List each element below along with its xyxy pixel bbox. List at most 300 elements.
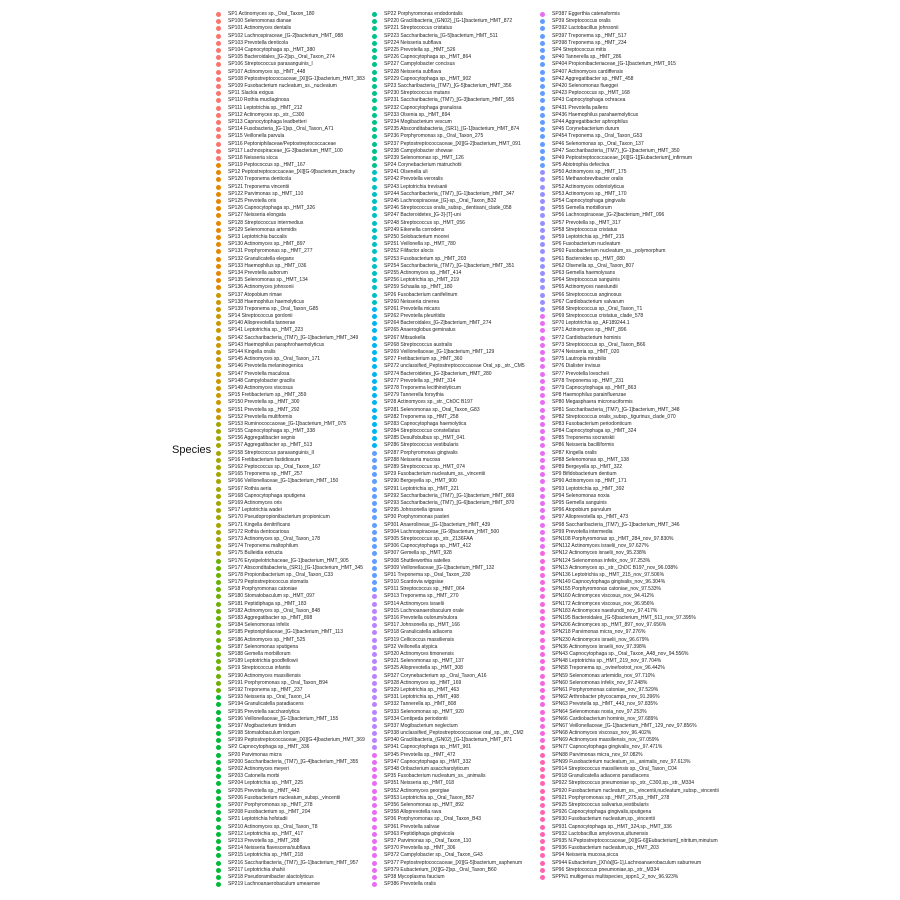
legend-entry [540, 191, 626, 198]
legend-entry [540, 119, 628, 126]
legend-label: SP137 Atopobium rimae [228, 291, 282, 298]
legend-label: SP143 Haemophilus paraphrohaemolyticus [228, 341, 325, 348]
legend-entry [216, 629, 343, 636]
legend-key [216, 710, 221, 715]
legend-label: SP140 Alloprevotella tannerae [228, 320, 296, 327]
legend-key [540, 616, 545, 621]
legend-label: SP83 Fusobacterium periodonticum [552, 420, 632, 427]
legend-entry [216, 493, 305, 500]
legend-label: SP42 Aggregatibacter sp._HMT_458 [552, 75, 634, 82]
legend-entry [216, 83, 337, 90]
legend-label: SP325 Alloprevotella sp._HMT_308 [384, 665, 463, 672]
legend-entry [372, 349, 494, 356]
legend-entry [216, 802, 313, 809]
legend-key [372, 681, 377, 686]
legend-key [372, 386, 377, 391]
legend-entry [540, 457, 629, 464]
legend-key [540, 839, 545, 844]
legend-key [372, 803, 377, 808]
legend-key [540, 796, 545, 801]
legend-key [216, 767, 221, 772]
legend-entry [216, 874, 314, 881]
legend-entry [540, 651, 689, 658]
legend-entry [540, 500, 607, 507]
legend-key [372, 192, 377, 197]
legend-key [540, 508, 545, 513]
legend-label: SP141 Leptotrichia sp._HMT_223 [228, 327, 304, 334]
legend-entry [540, 788, 719, 795]
legend-label: SP62 Olsenella sp._Oral_Taxon_807 [552, 262, 634, 269]
legend-label: SP110 Rothia mucilaginosa [228, 97, 290, 104]
legend-label: SP205 Prevotella sp._HMT_443 [228, 787, 300, 794]
legend-key [540, 753, 545, 758]
legend-entry [540, 133, 642, 140]
legend-label: SPPN1 multigenus multispecies_sppn1_2_nov_96.923% [552, 873, 679, 880]
legend-label: SP148 Campylobacter gracilis [228, 377, 295, 384]
legend-key [216, 630, 221, 635]
legend-key [540, 264, 545, 269]
legend-key [216, 84, 221, 89]
legend-entry [540, 831, 648, 838]
legend-key [372, 832, 377, 837]
legend-label: SP121 Treponema vincentii [228, 183, 290, 190]
legend-label: SP329 Leptotrichia sp._HMT_463 [384, 686, 460, 693]
legend-key [372, 199, 377, 204]
legend-key [540, 688, 545, 693]
legend-key [540, 587, 545, 592]
legend-entry [216, 838, 299, 845]
legend-entry [540, 148, 680, 155]
legend-key [216, 12, 221, 17]
legend-entry [372, 694, 459, 701]
legend-key [372, 724, 377, 729]
legend-entry [372, 399, 473, 406]
legend-label: SP203 Catonella morbi [228, 773, 280, 780]
legend-label: SP182 Actinomyces sp._Oral_Taxon_848 [228, 607, 320, 614]
legend-entry [372, 54, 471, 61]
legend-entry [372, 816, 481, 823]
legend-entry [372, 759, 471, 766]
legend-entry [372, 385, 461, 392]
legend-entry [540, 176, 623, 183]
legend-key [372, 630, 377, 635]
legend-key [540, 113, 545, 118]
legend-entry [540, 263, 634, 270]
legend-entry [540, 550, 646, 557]
legend-entry [540, 816, 655, 823]
legend-label: SP189 Leptotrichia goodfellowii [228, 658, 298, 665]
legend-label: SP306 Capnocytophaga sp._HMT_412 [384, 543, 472, 550]
legend-key [216, 307, 221, 312]
legend-label: SPN155 Porphyromonas catoniae_nov_97.533% [552, 586, 661, 593]
legend-entry [372, 809, 441, 816]
legend-key [372, 134, 377, 139]
legend-entry [372, 69, 441, 76]
legend-label: SP107 Actinomyces sp._HMT_448 [228, 68, 306, 75]
legend-key [216, 688, 221, 693]
legend-entry [372, 435, 465, 442]
legend-key [372, 235, 377, 240]
legend-key [540, 861, 545, 866]
legend-key [372, 523, 377, 528]
legend-entry [372, 608, 464, 615]
legend-entry [372, 838, 471, 845]
legend-key [372, 451, 377, 456]
legend-entry [372, 191, 514, 198]
legend-label: SP239 Selenomonas sp._HMT_126 [384, 154, 464, 161]
legend-label: SP44 Aggregatibacter aphrophilus [552, 118, 628, 125]
legend-entry [216, 716, 338, 723]
legend-entry [372, 823, 440, 830]
legend-label: SP17 Leptotrichia wadei [228, 507, 282, 514]
legend-label: SP73 Streptococcus sp._Oral_Taxon_B66 [552, 341, 646, 348]
legend-label: SP404 Propionibacteriaceae_[G-1]bacterium_HMT_915 [552, 61, 676, 68]
legend-label: SP227 Campylobacter concisus [384, 61, 455, 68]
legend-entry [540, 723, 697, 730]
legend-entry [540, 601, 654, 608]
legend-key [372, 623, 377, 628]
legend-key [540, 422, 545, 427]
legend-label: SPN62 Arthrobacter phycocampa_nov_91.396% [552, 694, 660, 701]
legend-key [540, 249, 545, 254]
legend-entry [216, 306, 318, 313]
legend-label: SP936 Fusobacterium nucleatum,sp._HMT_203 [552, 845, 659, 852]
legend-label: SP398 Treponema sp._HMT_234 [552, 39, 627, 46]
legend-entry [372, 291, 457, 298]
legend-entry [216, 536, 320, 543]
legend-label: SP179 Peptostreptococcus stomatis [228, 579, 309, 586]
legend-entry [540, 349, 619, 356]
legend-label: SP387 Eggerthia catenaformis [552, 11, 620, 18]
legend-entry [372, 701, 456, 708]
legend-key [372, 587, 377, 592]
legend-entry [372, 529, 499, 536]
legend-label: SP142 Saccharibacteria_(TM7)_[G-1]bacterium_HMT_349 [228, 334, 359, 341]
legend-key [540, 271, 545, 276]
legend-entry [372, 507, 443, 514]
legend-label: SP229 Capnocytophaga sp._HMT_902 [384, 75, 472, 82]
legend-key [372, 688, 377, 693]
legend-label: SP341 Capnocytophaga sp._HMT_901 [384, 744, 472, 751]
legend-entry [216, 687, 303, 694]
legend-key [540, 810, 545, 815]
legend-key [372, 674, 377, 679]
legend-key [216, 228, 221, 233]
legend-key [216, 587, 221, 592]
legend-entry [372, 155, 464, 162]
legend-key [216, 551, 221, 556]
legend-key [372, 328, 377, 333]
legend-label: SP225 Prevotella sp._HMT_526 [384, 47, 456, 54]
legend-entry [540, 212, 664, 219]
legend-entry [216, 464, 321, 471]
legend-label: SPN69 Actinomyces massiliensis_nov_97.059% [552, 737, 659, 744]
legend-label: SP79 Capnocytophaga sp._HMT_863 [552, 384, 637, 391]
legend-entry [540, 658, 661, 665]
legend-key [216, 41, 221, 46]
legend-entry [540, 140, 644, 147]
legend-key [540, 314, 545, 319]
legend-entry [540, 284, 618, 291]
legend-entry [372, 716, 448, 723]
legend-entry [540, 155, 692, 162]
legend-label: SP5 Abiotrophia defectiva [552, 162, 610, 169]
legend-label: SP32 Veillonella atypica [384, 643, 438, 650]
legend-entry [216, 349, 276, 356]
legend-label: SP6 Fusobacterium nucleatum [552, 241, 621, 248]
legend-label: SP340 Gracilibacteria_(GN02)_[G-1]bacterium_HMT_871 [384, 737, 513, 744]
legend-label: SP931 Capnocytophaga sp._HMT_324,sp._HMT_336 [552, 823, 672, 830]
legend-entry [216, 867, 285, 874]
legend-label: SP200 Saccharibacteria_(TM7)_[G-4]bacterium_HMT_355 [228, 758, 359, 765]
legend-entry [540, 802, 649, 809]
legend-entry [372, 766, 469, 773]
legend-entry [216, 450, 314, 457]
legend-entry [216, 299, 304, 306]
legend-label: SPN218 Parvimonas micra_nov_97.276% [552, 629, 646, 636]
legend-label: SP918 Granulicatella adiacens paradiacens [552, 773, 650, 780]
legend-label: SPN195 Bacteroidales_[G-5]bacterium_HMT_511_nov_97.395% [552, 615, 696, 622]
legend-label: SP316 Prevotella oulorum/oulora [384, 615, 458, 622]
legend-label: SP152 Prevotella multiformis [228, 413, 293, 420]
legend-entry [540, 18, 611, 25]
legend-entry [540, 579, 665, 586]
legend-entry [372, 874, 445, 881]
legend-entry [372, 687, 459, 694]
legend-entry [216, 414, 292, 421]
legend-label: SP249 Eikenella corrodens [384, 226, 445, 233]
legend-label: SP199 Peptostreptococcaceae_[XI][G-4]bacterium_HMT_369 [228, 737, 365, 744]
legend-key [372, 343, 377, 348]
legend-entry [216, 378, 295, 385]
legend-entry [216, 335, 358, 342]
legend-entry [372, 493, 514, 500]
legend-key [372, 594, 377, 599]
legend-label: SP216 Saccharibacteria_(TM7)_[G-1]bacterium_HMT_957 [228, 859, 359, 866]
legend-key [216, 271, 221, 276]
legend-key [372, 170, 377, 175]
legend-label: SP96 Atopobium parvulum [552, 507, 612, 514]
legend-label: SP144 Kingella oralis [228, 349, 276, 356]
legend-entry [372, 112, 450, 119]
legend-key [372, 242, 377, 247]
legend-key [540, 98, 545, 103]
legend-key [540, 559, 545, 564]
legend-entry [216, 220, 303, 227]
legend-entry [540, 54, 621, 61]
legend-entry [372, 593, 459, 600]
legend-entry [372, 104, 462, 111]
legend-key [540, 328, 545, 333]
legend-label: SP36 Porphyromonas sp._Oral_Taxon_B43 [384, 816, 482, 823]
legend-key [540, 825, 545, 830]
legend-key [540, 170, 545, 175]
legend-entry [372, 665, 463, 672]
legend-entry [540, 672, 655, 679]
legend-entry [216, 744, 309, 751]
legend-entry [216, 76, 365, 83]
legend-label: SP198 Stomatobaculum longum [228, 730, 300, 737]
legend-key [372, 77, 377, 82]
legend-label: SP272 unclassified_Peptostreptococcaceae Oral_sp._str._CM5 [384, 363, 525, 370]
legend-entry [372, 557, 450, 564]
legend-label: SP231 Saccharibacteria_(TM7)_[G-3]bacterium_HMT_955 [384, 97, 515, 104]
legend-key [540, 817, 545, 822]
legend-entry [216, 852, 303, 859]
legend-key [372, 796, 377, 801]
legend-entry [540, 270, 615, 277]
legend-entry [540, 299, 624, 306]
legend-key [372, 853, 377, 858]
legend-key [372, 185, 377, 190]
legend-entry [372, 263, 514, 270]
legend-key [372, 321, 377, 326]
legend-key [372, 573, 377, 578]
legend-label: SP295 Johnsonella ignava [384, 507, 444, 514]
legend-entry [216, 198, 276, 205]
legend-label: SP1 Actinomyces sp._Oral_Taxon_180 [228, 11, 315, 18]
legend-entry [216, 521, 290, 528]
legend-key [216, 149, 221, 154]
legend-key [540, 379, 545, 384]
legend-label: SPN36 Actinomyces israelii_nov_97.398% [552, 643, 647, 650]
legend-key [540, 127, 545, 132]
legend-key [372, 616, 377, 621]
legend-key [540, 623, 545, 628]
legend-entry [372, 371, 492, 378]
legend-entry [372, 162, 462, 169]
legend-label: SP23 Saccharibacteria_(TM7)_[G-5]bacterium_HMT_356 [384, 82, 512, 89]
legend-label: SP115 Veillonella parvula [228, 133, 285, 140]
legend-entry [540, 11, 620, 18]
legend-entry [216, 363, 303, 370]
legend-label: SPN160 Actinomyces viscosus_nov_94.412% [552, 593, 655, 600]
legend-entry [540, 378, 624, 385]
legend-key [540, 472, 545, 477]
legend-entry [372, 601, 444, 608]
legend-label: SP90 Actinomyces sp._HMT_171 [552, 478, 627, 485]
legend-key [216, 861, 221, 866]
legend-label: SPN63 Prevotella sp._HMT_443_nov_97.835% [552, 701, 658, 708]
legend-entry [540, 428, 636, 435]
legend-label: SP454 Treponema sp._Oral_Taxon_G53 [552, 133, 643, 140]
legend-label: SP287 Porphyromonas gingivalis [384, 449, 458, 456]
legend-label: SP169 Actinomyces oris [228, 500, 282, 506]
legend-key [372, 293, 377, 298]
legend-entry [540, 277, 620, 284]
legend-entry [216, 809, 310, 816]
legend-key [540, 760, 545, 765]
legend-key [372, 530, 377, 535]
legend-label: SP233 Olsenia sp._HMT_894 [384, 111, 451, 118]
legend-entry [540, 342, 645, 349]
legend-entry [540, 716, 658, 723]
legend-label: SP307 Gemella sp._HMT_928 [384, 550, 452, 557]
legend-key [216, 580, 221, 585]
legend-label: SP16 Fretibacterium fastidiosum [228, 456, 301, 463]
legend-label: SP261 Prevotella micans [384, 305, 440, 312]
legend-key [540, 185, 545, 190]
legend-label: SP195 Prevotella saccharolytica [228, 708, 300, 715]
legend-label: SP102 Lachnospiraceae_[G-2]bacterium_HMT_088 [228, 32, 344, 39]
legend-key [372, 501, 377, 506]
legend-label: SP71 Actinomyces sp._HMT_896 [552, 327, 627, 334]
legend-label: SP136 Actinomyces johnsonii [228, 284, 294, 291]
legend-label: SP290 Bergeyella sp._HMT_900 [384, 478, 457, 485]
legend-entry [540, 867, 659, 874]
legend-label: SPN136 Leptotrichia sp._HMT_215_nov_97.506% [552, 571, 665, 578]
legend-label: SP327 Corynebacterium sp._Oral_Taxon_A16 [384, 672, 487, 679]
legend-label: SP116 Peptoniphilaceae/Peptostreptococcaceae [228, 140, 337, 147]
legend-key [372, 494, 377, 499]
legend-key [540, 551, 545, 556]
legend-key [540, 789, 545, 794]
legend-key [540, 213, 545, 218]
legend-key [216, 185, 221, 190]
legend-entry [540, 184, 624, 191]
legend-label: SP30 Porphyromonas pasteri [384, 514, 450, 521]
legend-key [216, 458, 221, 463]
legend-label: SP85 Treponema socranskii [552, 435, 615, 442]
legend-entry [372, 852, 483, 859]
legend-entry [372, 148, 453, 155]
legend-label: SP250 Solobacterium moorei [384, 233, 450, 240]
legend-entry [216, 788, 299, 795]
legend-key [216, 803, 221, 808]
legend-entry [540, 471, 616, 478]
legend-label: SP184 Selenomonas infelix [228, 622, 290, 629]
legend-label: SP278 Treponema lecithinolyticum [384, 384, 461, 391]
legend-label: SP363 Peptidiphaga gingivicola [384, 830, 455, 837]
legend-entry [372, 227, 444, 234]
legend-key [372, 515, 377, 520]
legend-entry [372, 457, 440, 464]
legend-key [540, 501, 545, 506]
legend-key [216, 451, 221, 456]
legend-label: SP46 Selenomonas sp._Oral_Taxon_137 [552, 140, 644, 147]
legend-label: SP255 Actinomyces sp._HMT_414 [384, 269, 462, 276]
legend-entry [372, 464, 465, 471]
legend-label: SP224 Neisseria subflava [384, 39, 442, 46]
legend-entry [540, 773, 649, 780]
legend-label: SP192 Treponema sp._HMT_237 [228, 686, 303, 693]
legend-label: SP57 Prevotella sp._HMT_317 [552, 219, 621, 226]
legend-key [372, 702, 377, 707]
legend-label: SP170 Pseudopropionibacterium propionicum [228, 514, 330, 521]
legend-entry [540, 69, 623, 76]
legend-key [216, 26, 221, 31]
legend-key [372, 767, 377, 772]
legend-label: SP13 Leptotrichia buccalis [228, 233, 287, 240]
legend-entry [216, 658, 298, 665]
legend-entry [372, 76, 471, 83]
legend-entry [540, 169, 626, 176]
legend-key [216, 839, 221, 844]
legend-label: SP196 Veillonellaceae_[G-1]bacterium_HMT_155 [228, 715, 339, 722]
legend-key [216, 465, 221, 470]
legend-entry [216, 615, 312, 622]
legend-key [216, 817, 221, 822]
legend-key [216, 623, 221, 628]
legend-key [216, 113, 221, 118]
legend-key [372, 817, 377, 822]
legend-entry [216, 421, 346, 428]
legend-label: SP277 Prevotella sp._HMT_314 [384, 377, 456, 384]
legend-label: SP111 Leptotrichia sp._HMT_212 [228, 104, 303, 111]
legend-entry [540, 730, 651, 737]
legend-label: SP94 Selenomonas noxia [552, 492, 610, 499]
legend-label: SP69 Streptococcus cristatus_clade_578 [552, 313, 644, 320]
